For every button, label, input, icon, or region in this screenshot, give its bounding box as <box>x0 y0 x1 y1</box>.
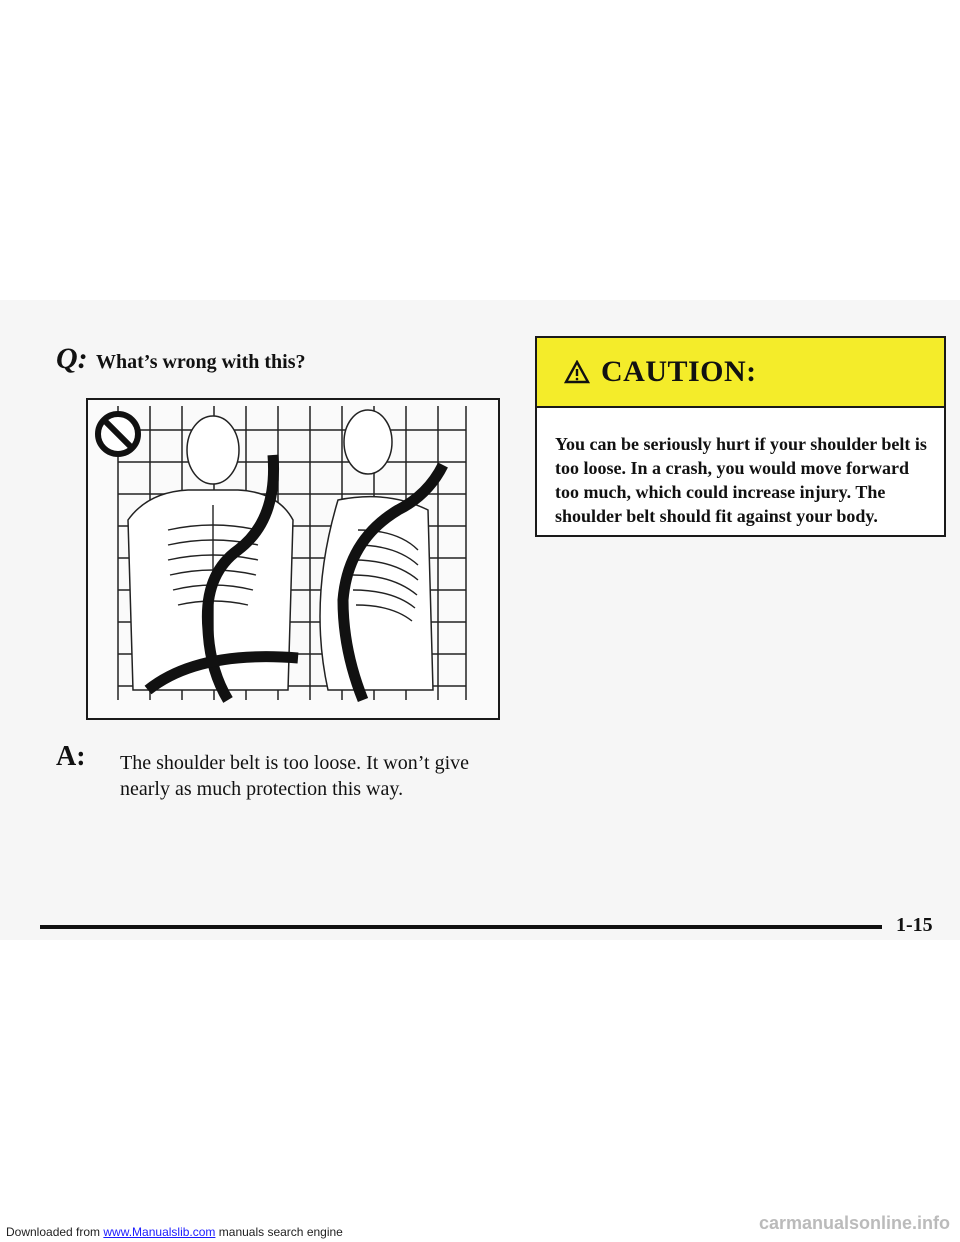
answer-mark-label: A: <box>56 741 86 772</box>
caution-box <box>535 336 946 537</box>
caution-header <box>537 338 944 408</box>
answer-text: The shoulder belt is too loose. It won’t give nearly as much protection this way. <box>120 752 470 800</box>
question-mark-label: Q: <box>56 342 88 375</box>
footer-rule <box>40 925 882 929</box>
question-text: What’s wrong with this? <box>96 351 306 373</box>
footer-suffix: manuals search engine <box>215 1225 343 1239</box>
seat-belt-illustration <box>86 398 500 720</box>
footer-prefix: Downloaded from <box>6 1225 104 1239</box>
prohibited-icon <box>94 410 142 458</box>
caution-title: CAUTION: <box>601 355 757 388</box>
caution-body: You can be seriously hurt if your shoulder belt is too loose. In a crash, you would move forward too much, which could increase injury. The shoulder belt should fit against your body. <box>555 434 927 526</box>
download-footer <box>6 1225 343 1239</box>
watermark: carmanualsonline.info <box>758 1213 950 1233</box>
warning-triangle-icon <box>564 360 590 384</box>
manualslib-link[interactable]: www.Manualslib.com <box>103 1225 216 1239</box>
page-number: 1-15 <box>896 914 933 936</box>
